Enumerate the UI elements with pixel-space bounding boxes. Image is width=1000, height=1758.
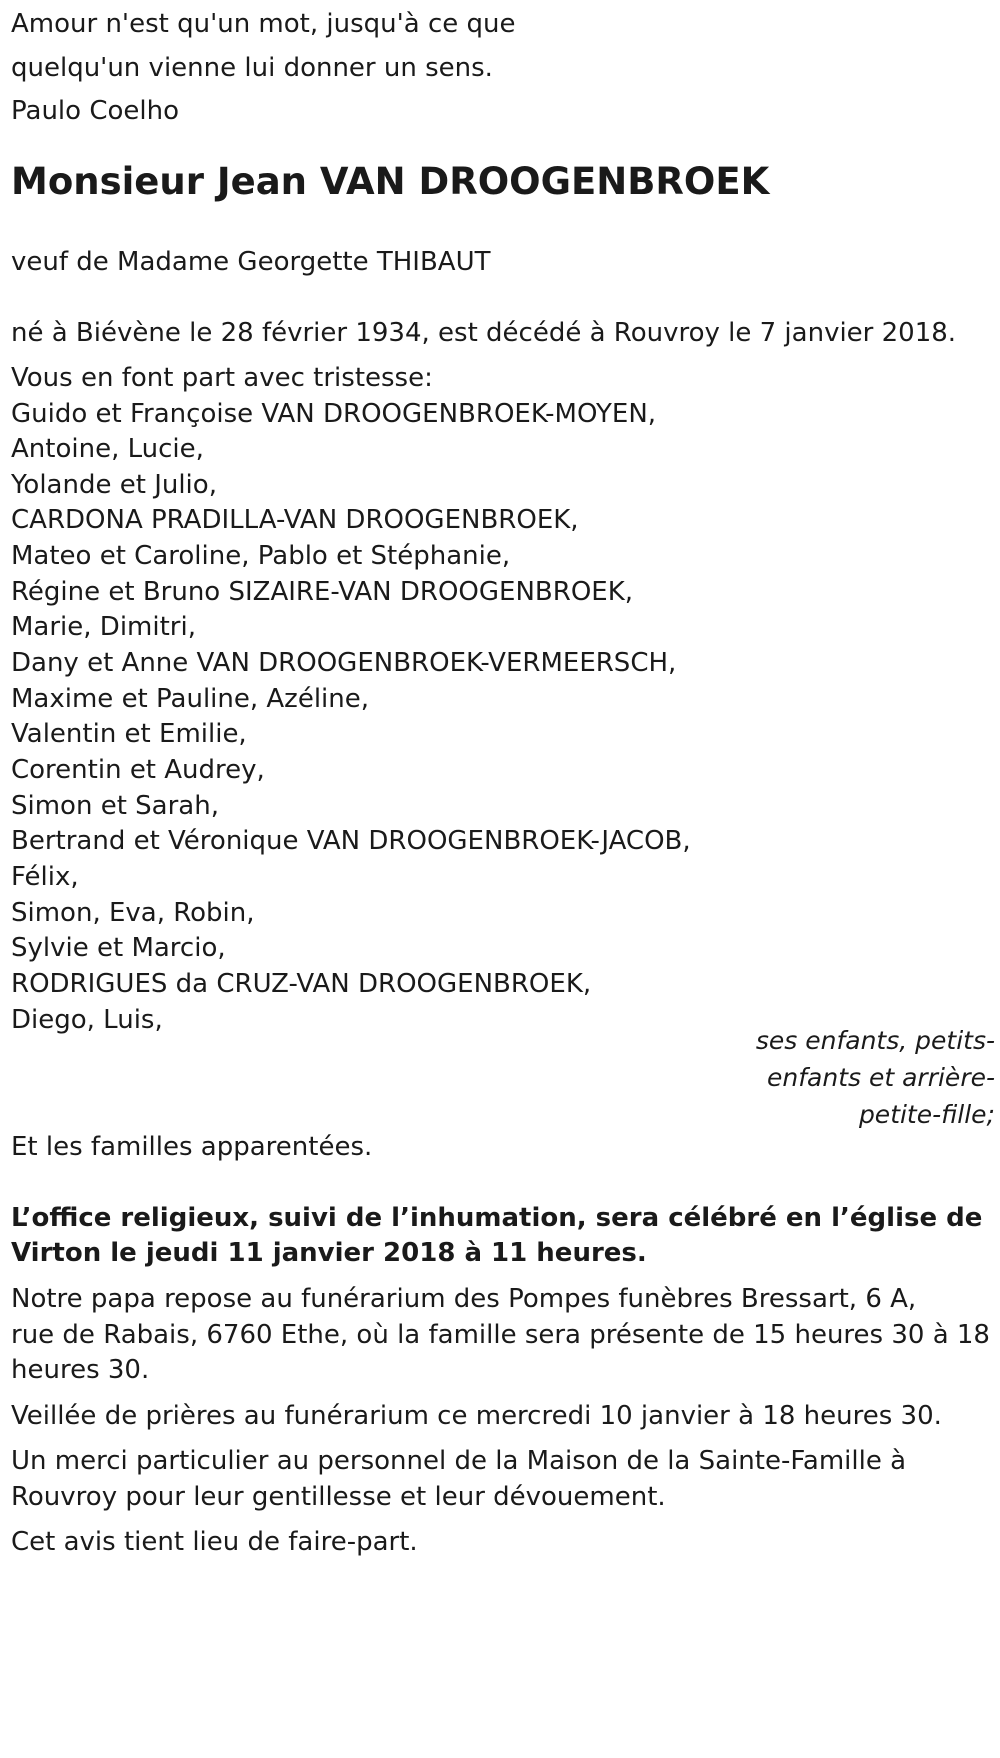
family-line: CARDONA PRADILLA-VAN DROOGENBROEK, — [11, 505, 579, 535]
notice-line: Cet avis tient lieu de faire-part. — [11, 1527, 418, 1557]
quote-line-2: quelqu'un vienne lui donner un sens. — [11, 53, 493, 83]
quote-line-1: Amour n'est qu'un mot, jusqu'à ce que — [11, 9, 516, 39]
family-line: Yolande et Julio, — [11, 470, 217, 500]
relation-line: ses enfants, petits- — [755, 1026, 995, 1055]
repose-line-1: Notre papa repose au funérarium des Pompes funèbres Bressart, 6 A, — [11, 1284, 917, 1314]
family-line: Marie, Dimitri, — [11, 612, 196, 642]
widower-line: veuf de Madame Georgette THIBAUT — [11, 247, 491, 277]
family-line: Sylvie et Marcio, — [11, 933, 226, 963]
family-line: Corentin et Audrey, — [11, 755, 265, 785]
thanks-line-2: Rouvroy pour leur gentillesse et leur dévouement. — [11, 1482, 666, 1512]
family-line: Maxime et Pauline, Azéline, — [11, 684, 370, 714]
family-line: Antoine, Lucie, — [11, 434, 204, 464]
family-line: RODRIGUES da CRUZ-VAN DROOGENBROEK, — [11, 969, 592, 999]
quote-author: Paulo Coelho — [11, 96, 179, 126]
family-line: Dany et Anne VAN DROOGENBROEK-VERMEERSCH, — [11, 648, 677, 678]
family-line: Valentin et Emilie, — [11, 719, 247, 749]
repose-line-3: heures 30. — [11, 1355, 150, 1385]
service-line-1: L’office religieux, suivi de l’inhumation, sera célébré en l’église de — [11, 1203, 983, 1233]
family-line: Bertrand et Véronique VAN DROOGENBROEK-JACOB, — [11, 826, 691, 856]
families-line: Et les familles apparentées. — [11, 1132, 373, 1162]
family-line: Félix, — [11, 862, 79, 892]
repose-line-2: rue de Rabais, 6760 Ethe, où la famille sera présente de 15 heures 30 à 18 — [11, 1320, 990, 1350]
birth-death-line: né à Biévène le 28 février 1934, est décédé à Rouvroy le 7 janvier 2018. — [11, 318, 957, 348]
family-line: Guido et Françoise VAN DROOGENBROEK-MOYEN, — [11, 399, 657, 429]
family-line: Mateo et Caroline, Pablo et Stéphanie, — [11, 541, 511, 571]
service-line-2: Virton le jeudi 11 janvier 2018 à 11 heures. — [11, 1238, 647, 1268]
family-line: Régine et Bruno SIZAIRE-VAN DROOGENBROEK, — [11, 577, 634, 607]
family-line: Diego, Luis, — [11, 1005, 163, 1035]
vigil-line: Veillée de prières au funérarium ce mercredi 10 janvier à 18 heures 30. — [11, 1401, 942, 1431]
family-line: Simon et Sarah, — [11, 791, 219, 821]
relation-line: enfants et arrière- — [767, 1063, 995, 1092]
page-title: Monsieur Jean VAN DROOGENBROEK — [11, 160, 770, 203]
relation-line: petite-fille; — [858, 1100, 995, 1129]
announcement-intro: Vous en font part avec tristesse: — [11, 363, 433, 393]
thanks-line-1: Un merci particulier au personnel de la Maison de la Sainte-Famille à — [11, 1446, 907, 1476]
family-line: Simon, Eva, Robin, — [11, 898, 255, 928]
